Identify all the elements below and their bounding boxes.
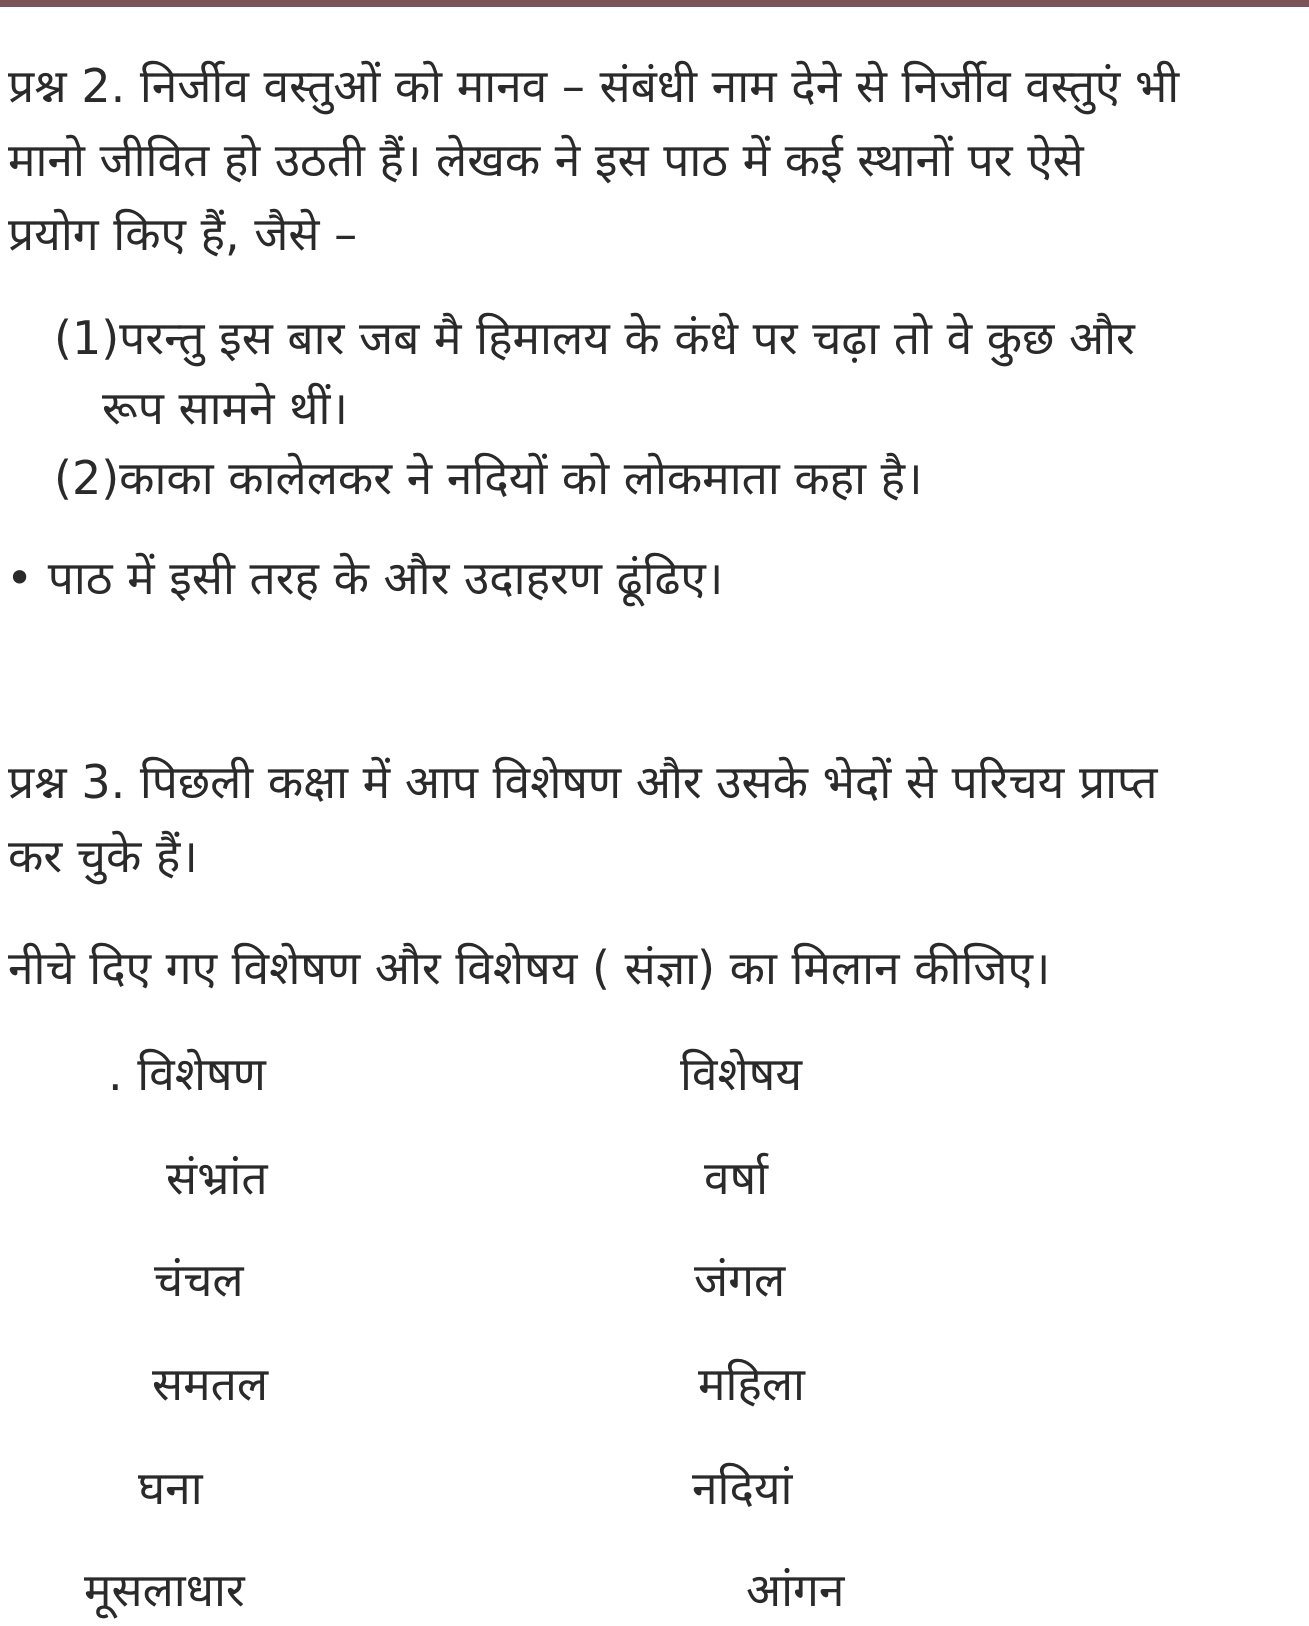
question-2-line-3: प्रयोग किए हैं, जैसे – [8, 207, 358, 261]
noun-item: वर्षा [704, 1151, 769, 1205]
adjective-item: घना [138, 1461, 203, 1515]
adjective-item: चंचल [154, 1253, 244, 1307]
noun-item: नदियां [692, 1461, 793, 1515]
noun-item: महिला [698, 1357, 805, 1411]
question-2-line-2: मानो जीवित हो उठती हैं। लेखक ने इस पाठ में कई स्थानों पर ऐसे [8, 133, 1084, 187]
bullet-instruction: • पाठ में इसी तरह के और उदाहरण ढूंढिए। [6, 551, 724, 605]
adjective-column-header: . विशेषण [108, 1047, 266, 1101]
noun-item: जंगल [694, 1253, 786, 1307]
matching-instruction: नीचे दिए गए विशेषण और विशेषय ( संज्ञा) का मिलान कीजिए। [8, 941, 1051, 995]
question-3-line-1: प्रश्न 3. पिछली कक्षा में आप विशेषण और उसके भेदों से परिचय प्राप्त [8, 755, 1158, 809]
question-3-line-2: कर चुके हैं। [8, 829, 198, 883]
question-2-line-1: प्रश्न 2. निर्जीव वस्तुओं को मानव – संबंधी नाम देने से निर्जीव वस्तुएं भी [8, 59, 1180, 113]
adjective-item: समतल [152, 1357, 269, 1411]
example-2: (2)काका कालेलकर ने नदियों को लोकमाता कहा है। [54, 451, 923, 505]
noun-item: आंगन [746, 1563, 845, 1617]
adjective-item: संभ्रांत [166, 1151, 268, 1205]
adjective-item: मूसलाधार [84, 1563, 245, 1617]
example-1-line-1: (1)परन्तु इस बार जब मै हिमालय के कंधे पर चढ़ा तो वे कुछ और [54, 311, 1135, 365]
example-1-line-2: रूप सामने थीं। [102, 381, 348, 435]
noun-column-header: विशेषय [680, 1047, 803, 1101]
